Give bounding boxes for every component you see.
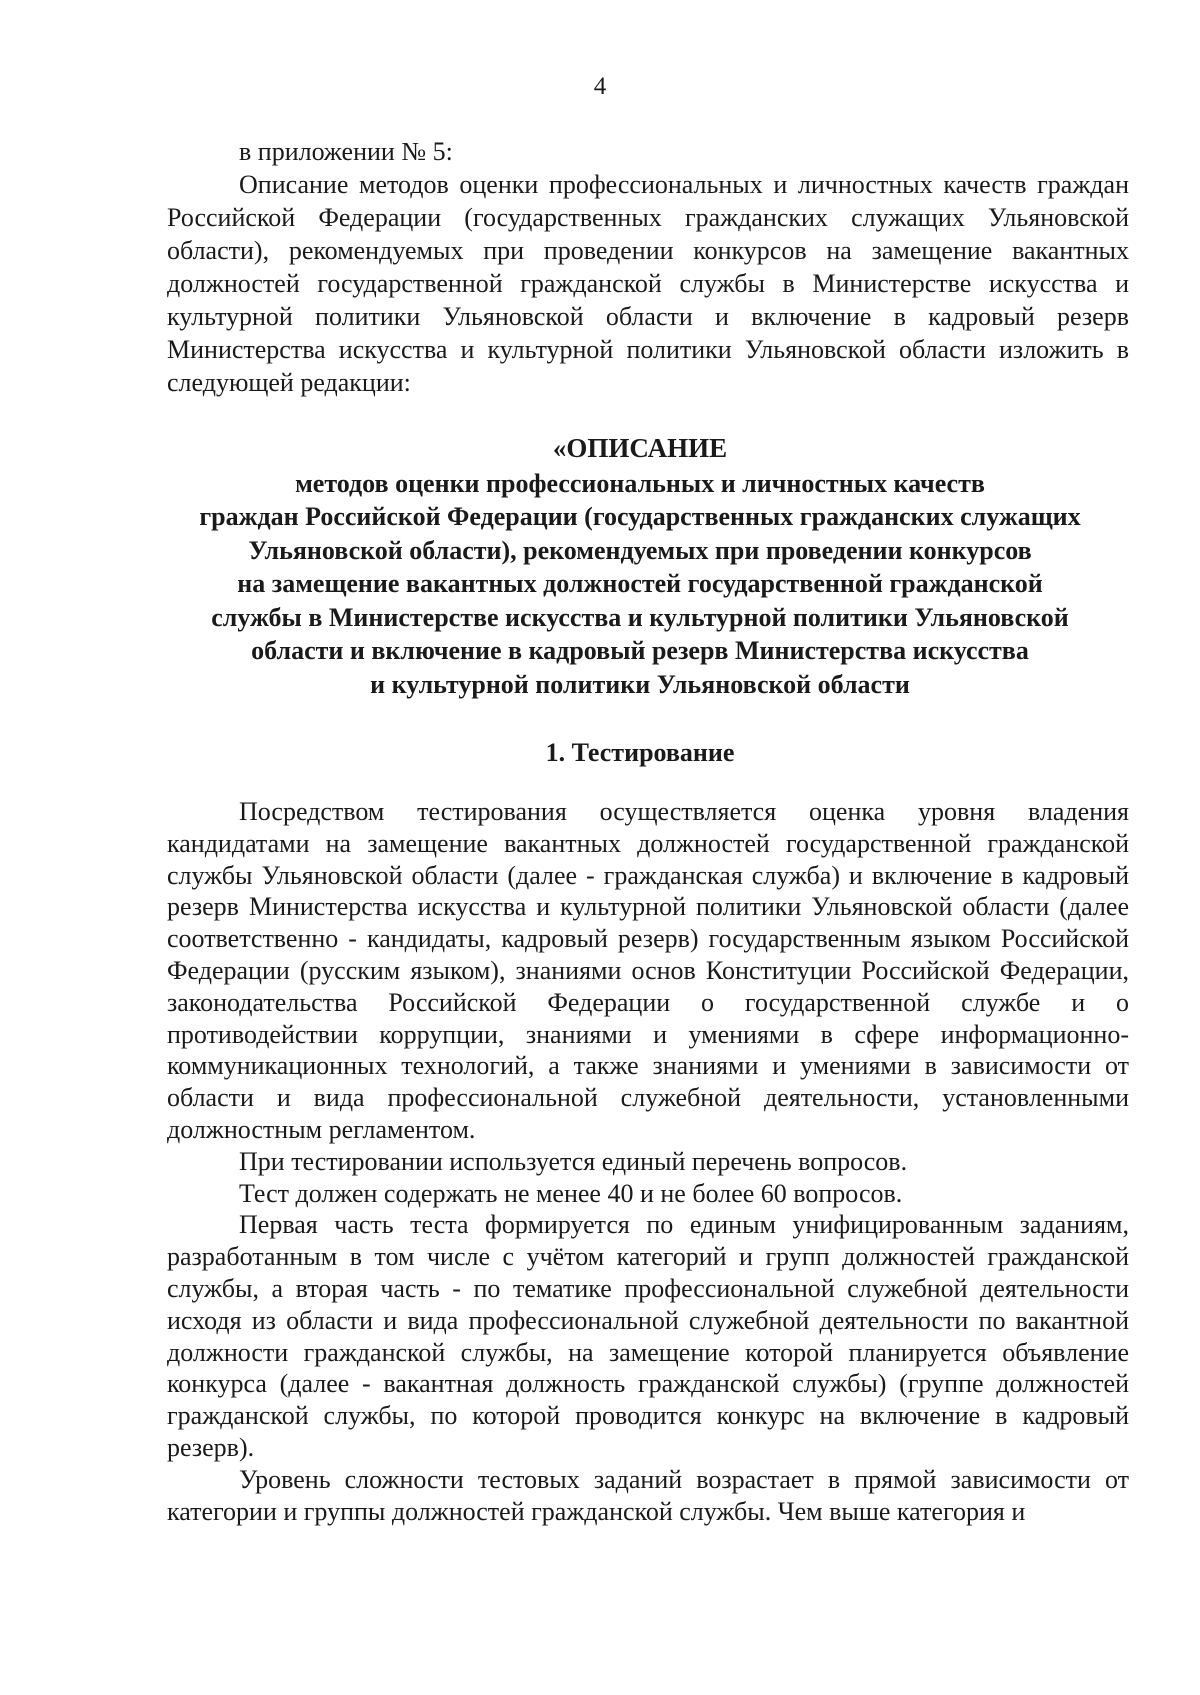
section-paragraph: Посредством тестирования осуществляется оценка уровня владения кандидатами на замещение вакантных должностей государственной гражданской службы Ульяновской области (далее - гражданская служба) и включение в кадровый резерв Министерства искусства и культурной политики Ульяновской области (далее соответственно - кандидаты, кадровый резерв) государственным языком Российской Федерации (русским языком), знаниями основ Конституции Российской Федерации, законодательства Российской Федерации о государственной службе и о противодействии коррупции, знаниями и умениями в сфере информационно-коммуникационных технологий, а также знаниями и умениями в зависимости от области и вида профессиональной служебной деятельности, установленными должностным регламентом. <box>167 797 1129 1144</box>
section-paragraph: При тестировании используется единый перечень вопросов. <box>239 1146 908 1176</box>
section-paragraph: Первая часть теста формируется по единым унифицированным заданиям, разработанным в том числе с учётом категорий и групп должностей гражданской службы, а вторая часть - по тематике профессиональной служебной деятельности исходя из области и вида профессиональной служебной деятельности по вакантной должности гражданской службы, на замещение которой планируется объявление конкурса (далее - вакантная должность гражданской службы) (группе должностей гражданской службы, по которой проводится конкурс на включение в кадровый резерв). <box>167 1210 1129 1462</box>
section-paragraph: Уровень сложности тестовых заданий возрастает в прямой зависимости от категории и группы должностей гражданской службы. Чем выше категория и <box>167 1464 1129 1526</box>
title-line: области и включение в кадровый резерв Министерства искусства <box>251 636 1029 665</box>
title-line: граждан Российской Федерации (государственных гражданских служащих <box>199 502 1081 531</box>
page-number: 4 <box>593 73 607 100</box>
intro-lead: в приложении № 5: <box>239 137 453 166</box>
section-body <box>167 796 1129 1527</box>
section-paragraph: Тест должен содержать не менее 40 и не более 60 вопросов. <box>239 1178 903 1208</box>
intro-block <box>167 135 1129 399</box>
section-heading: 1. Тестирование <box>545 738 735 767</box>
title-line: и культурной политики Ульяновской области <box>370 669 910 699</box>
title-line: на замещение вакантных должностей государственной гражданской <box>237 569 1043 598</box>
intro-paragraph: Описание методов оценки профессиональных и личностных качеств граждан Российской Федерации (государственных гражданских служащих Ульяновской области), рекомендуемых при проведении конкурсов на замещение вакантных должностей государственной гражданской службы в Министерстве искусства и культурной политики Ульяновской области и включение в кадровый резерв Министерства искусства и культурной политики Ульяновской области изложить в следующей редакции: <box>167 170 1129 397</box>
title-line: службы в Министерстве искусства и культурной политики Ульяновской <box>211 602 1069 632</box>
title-main: «ОПИСАНИЕ <box>552 433 728 463</box>
title-line: Ульяновской области), рекомендуемых при проведении конкурсов <box>248 535 1032 565</box>
document-title <box>160 432 1120 701</box>
title-line: методов оценки профессиональных и личностных качеств <box>295 468 985 498</box>
